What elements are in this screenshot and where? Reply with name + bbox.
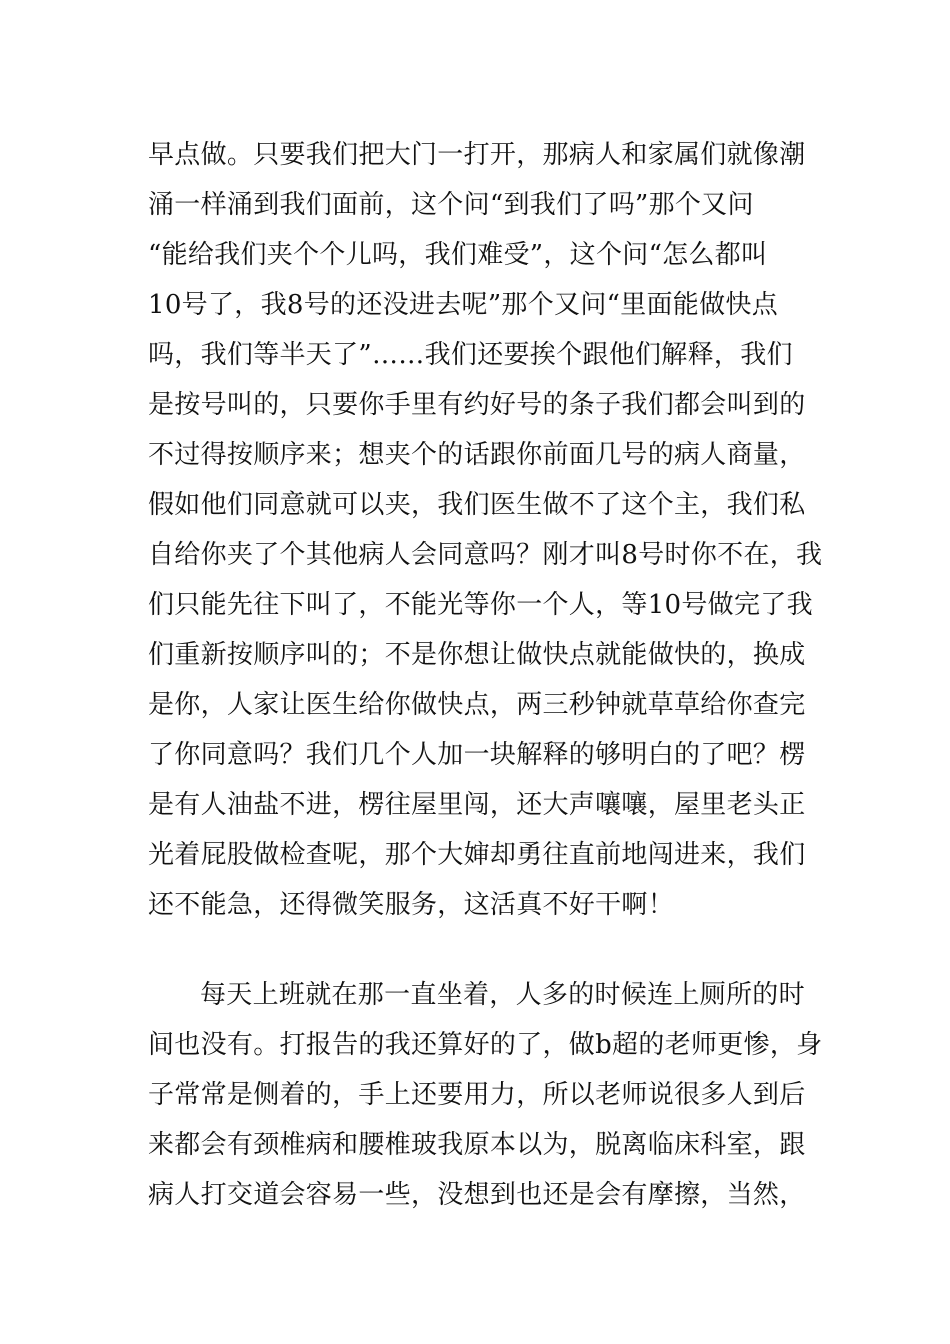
- text-line: 还不能急，还得微笑服务，这活真不好干啊！: [148, 890, 675, 920]
- text-line: 自给你夹了个其他病人会同意吗？刚才叫8号时你不在，我: [148, 540, 823, 570]
- text-line: 不过得按顺序来；想夹个的话跟你前面几号的病人商量，: [148, 440, 806, 470]
- text-line: 们只能先往下叫了，不能光等你一个人，等10号做完了我: [148, 590, 813, 620]
- paragraph-2: [148, 970, 823, 1220]
- text-line: 了你同意吗？我们几个人加一块解释的够明白的了吧？楞: [148, 740, 806, 770]
- text-line: 每天上班就在那一直坐着，人多的时候连上厕所的时: [200, 980, 805, 1010]
- text-line: 10号了，我8号的还没进去呢”那个又问“里面能做快点: [148, 290, 779, 320]
- text-line: 假如他们同意就可以夹，我们医生做不了这个主，我们私: [148, 490, 806, 520]
- text-line: 间也没有。打报告的我还算好的了，做b超的老师更惨，身: [148, 1030, 823, 1060]
- text-line: 涌一样涌到我们面前，这个问“到我们了吗”那个又问: [148, 190, 754, 220]
- text-line: 们重新按顺序叫的；不是你想让做快点就能做快的，换成: [148, 640, 806, 670]
- text-line: “能给我们夹个个儿吗，我们难受”，这个问“怎么都叫: [148, 240, 768, 270]
- text-line: 是有人油盐不进，楞往屋里闯，还大声嚷嚷，屋里老头正: [148, 790, 806, 820]
- text-line: 病人打交道会容易一些，没想到也还是会有摩擦，当然，: [148, 1180, 806, 1210]
- text-line: 来都会有颈椎病和腰椎玻我原本以为，脱离临床科室，跟: [148, 1130, 806, 1160]
- paragraph-1: [148, 130, 823, 930]
- text-line: 是按号叫的，只要你手里有约好号的条子我们都会叫到的: [148, 390, 806, 420]
- text-line: 早点做。只要我们把大门一打开，那病人和家属们就像潮: [148, 140, 806, 170]
- text-line: 光着屁股做检查呢，那个大婶却勇往直前地闯进来，我们: [148, 840, 806, 870]
- text-line: 吗，我们等半天了”……我们还要挨个跟他们解释，我们: [148, 340, 793, 370]
- text-line: 是你，人家让医生给你做快点，两三秒钟就草草给你查完: [148, 690, 806, 720]
- text-line: 子常常是侧着的，手上还要用力，所以老师说很多人到后: [148, 1080, 806, 1110]
